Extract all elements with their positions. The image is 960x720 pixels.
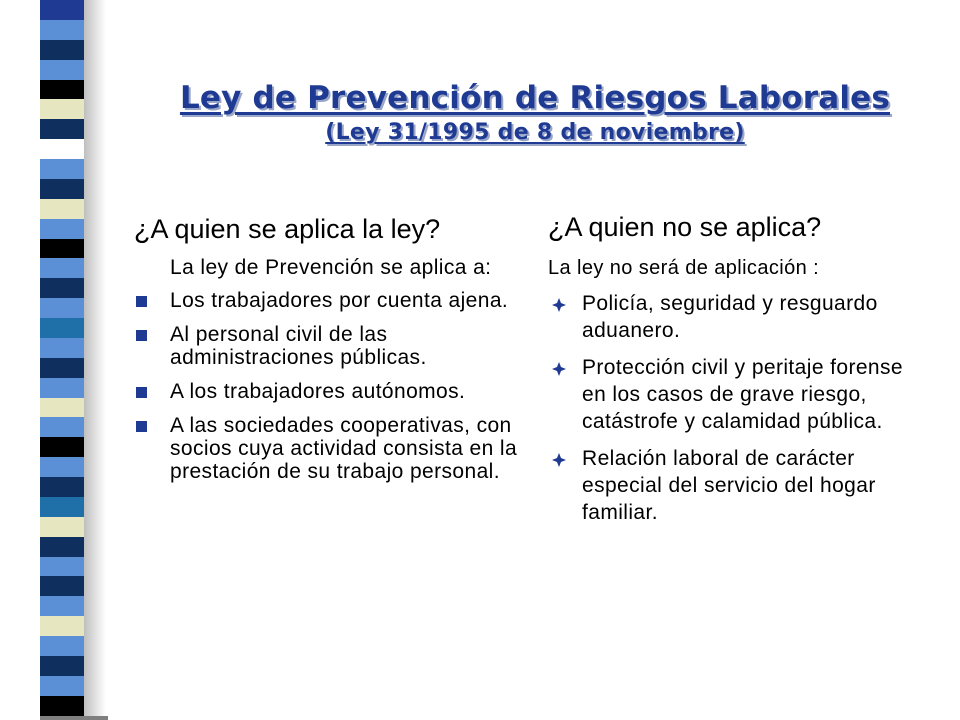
square-bullet-icon bbox=[136, 296, 147, 307]
list-item-text: Policía, seguridad y resguardo aduanero. bbox=[582, 292, 878, 342]
stripe-segment bbox=[40, 99, 84, 119]
applies-intro: La ley de Prevención se aplica a: bbox=[170, 256, 492, 279]
stripe-segment bbox=[40, 80, 84, 100]
stripe-base bbox=[40, 716, 108, 720]
applies-list bbox=[134, 289, 524, 483]
not-applies-column bbox=[548, 210, 928, 536]
list-item-text: Protección civil y peritaje forense en los casos de grave riesgo, catástrofe y calamidad pública. bbox=[582, 356, 903, 433]
diamond-bullet-icon bbox=[552, 453, 566, 467]
stripe-segment bbox=[40, 318, 84, 338]
stripe-segment bbox=[40, 278, 84, 298]
title-main: Ley de Prevención de Riesgos Laborales bbox=[179, 80, 891, 116]
stripe-segment bbox=[40, 378, 84, 398]
list-item-text: A las sociedades cooperativas, con socios cuya actividad consista en la prestación de su trabajo personal. bbox=[170, 414, 518, 483]
slide-title bbox=[110, 78, 960, 148]
stripe-segment bbox=[40, 199, 84, 219]
decorative-stripe-bar bbox=[40, 0, 84, 720]
stripe-segment bbox=[40, 696, 84, 716]
stripe-segment bbox=[40, 517, 84, 537]
list-item bbox=[548, 354, 928, 435]
stripe-segment bbox=[40, 537, 84, 557]
stripe-segment bbox=[40, 557, 84, 577]
stripe-segment bbox=[40, 40, 84, 60]
stripe-segment bbox=[40, 457, 84, 477]
stripe-segment bbox=[40, 417, 84, 437]
stripe-segment bbox=[40, 119, 84, 139]
list-item-text: Al personal civil de las administraciones públicas. bbox=[170, 323, 427, 369]
stripe-segment bbox=[40, 656, 84, 676]
diamond-bullet-icon bbox=[552, 362, 566, 376]
square-bullet-icon bbox=[136, 421, 147, 432]
stripe-segment bbox=[40, 338, 84, 358]
applies-heading: ¿A quien se aplica la ley? bbox=[134, 214, 441, 244]
stripe-segment bbox=[40, 398, 84, 418]
stripe-segment bbox=[40, 239, 84, 259]
stripe-segment bbox=[40, 616, 84, 636]
stripe-segment bbox=[40, 219, 84, 239]
diamond-bullet-icon bbox=[552, 298, 566, 312]
stripe-segment bbox=[40, 179, 84, 199]
stripe-segment bbox=[40, 159, 84, 179]
applies-column bbox=[134, 212, 524, 494]
stripe-segment bbox=[40, 497, 84, 517]
stripe-segment bbox=[40, 676, 84, 696]
square-bullet-icon bbox=[136, 387, 147, 398]
list-item bbox=[134, 414, 524, 483]
stripe-segment bbox=[40, 0, 84, 20]
stripe-shadow bbox=[84, 0, 106, 720]
list-item bbox=[548, 445, 928, 526]
list-item-text: A los trabajadores autónomos. bbox=[170, 380, 466, 403]
stripe-segment bbox=[40, 298, 84, 318]
stripe-segment bbox=[40, 20, 84, 40]
stripe-segment bbox=[40, 60, 84, 80]
not-applies-list bbox=[548, 290, 928, 526]
stripe-segment bbox=[40, 477, 84, 497]
list-item bbox=[134, 323, 524, 369]
stripe-segment bbox=[40, 358, 84, 378]
stripe-segment bbox=[40, 636, 84, 656]
list-item bbox=[548, 290, 928, 344]
stripe-segment bbox=[40, 596, 84, 616]
not-applies-intro: La ley no será de aplicación : bbox=[548, 257, 820, 279]
stripe-segment bbox=[40, 437, 84, 457]
not-applies-heading: ¿A quien no se aplica? bbox=[548, 212, 822, 242]
list-item-text: Relación laboral de carácter especial del servicio del hogar familiar. bbox=[582, 447, 876, 524]
stripe-segment bbox=[40, 576, 84, 596]
list-item-text: Los trabajadores por cuenta ajena. bbox=[170, 289, 509, 312]
stripe-segment bbox=[40, 139, 84, 159]
stripe-segment bbox=[40, 258, 84, 278]
list-item bbox=[134, 289, 524, 312]
list-item bbox=[134, 380, 524, 403]
title-subtitle: (Ley 31/1995 de 8 de noviembre) bbox=[325, 120, 745, 145]
square-bullet-icon bbox=[136, 330, 147, 341]
